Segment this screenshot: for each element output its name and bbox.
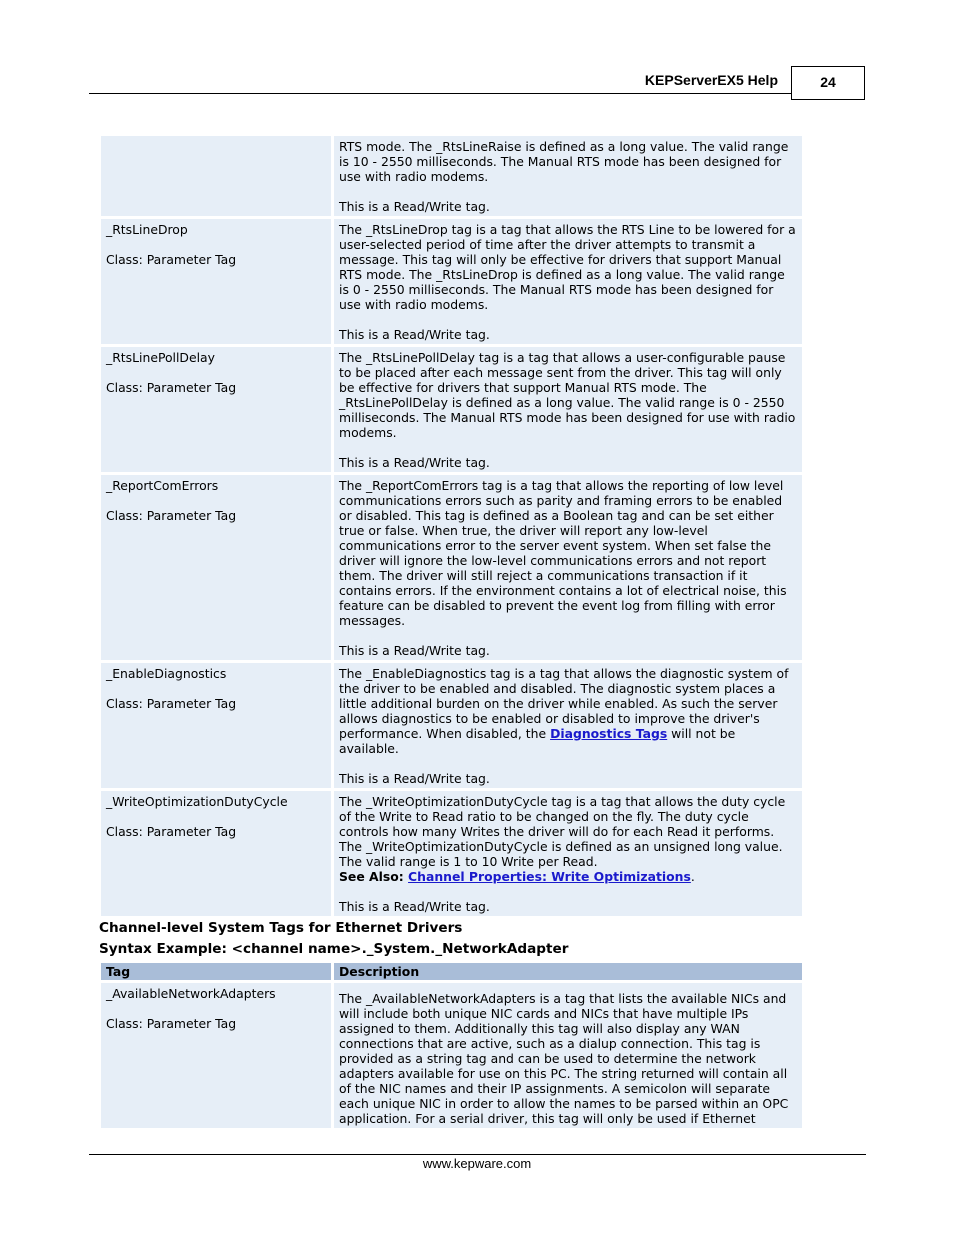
tag-description: The _RtsLineDrop tag is a tag that allows the RTS Line to be lowered for a user-selected period of time after the driver attempts to transmit a message. This tag will only be effective for drivers that support Manual RTS mode. The _RtsLineDrop is defined as a long value. The valid range is 0 - 2550 milliseconds. The Manual RTS mode has been designed for use with radio modems. [339,222,796,312]
tag-description-cell [331,475,802,660]
tag-access: This is a Read/Write tag. [339,899,490,914]
tag-name-cell [101,475,331,660]
tag-description: RTS mode. The _RtsLineRaise is defined as a long value. The valid range is 10 - 2550 milliseconds. The Manual RTS mode has been designed for use with radio modems. [339,139,789,184]
see-also [339,869,797,884]
table-header-row [101,963,802,980]
footer-url: www.kepware.com [422,1156,532,1171]
table-row [101,347,802,472]
section-heading: Channel-level System Tags for Ethernet Drivers [99,920,463,936]
footer-divider [89,1154,866,1155]
page-number: 24 [791,66,865,100]
tag-name: _RtsLineDrop [106,222,188,237]
syntax-example: Syntax Example: <channel name>._System._NetworkAdapter [99,941,569,957]
table-row [101,663,802,788]
table-row [101,475,802,660]
tag-class: Class: Parameter Tag [106,252,237,267]
tag-description: The _AvailableNetworkAdapters is a tag that lists the available NICs and will include both unique NIC cards and NICs that have multiple IPs assigned to them. Additionally this tag will also display any WAN connections that are active, such as a dialup connection. This tag is provided as a string tag and can be used to determine the network adapters available for use on this PC. The string returned will contain all of the NIC names and their IP assignments. A semicolon will separate each unique NIC in order to allow the names to be parsed within an OPC application. For a serial driver, this tag will only be used if Ethernet [339,991,789,1126]
tag-description-cell [331,983,802,1128]
table-row [101,136,802,216]
tag-access: This is a Read/Write tag. [339,771,490,786]
tag-name: _AvailableNetworkAdapters [106,986,276,1001]
tag-class: Class: Parameter Tag [106,1016,237,1031]
tag-access: This is a Read/Write tag. [339,643,490,658]
tag-name: _RtsLinePollDelay [106,350,215,365]
tag-description-cell [331,219,802,344]
tag-class: Class: Parameter Tag [106,824,237,839]
tag-description: The _RtsLinePollDelay tag is a tag that allows a user-configurable pause to be placed after each message sent from the driver. This tag will only be effective for drivers that support Manual RTS mode. The _RtsLinePollDelay is defined as a long value. The valid range is 0 - 2550 milliseconds. The Manual RTS mode has been designed for use with radio modems. [339,350,796,440]
tag-description-cell [331,791,802,916]
tag-description-cell [331,136,802,216]
tag-description-cell [331,663,802,788]
ethernet-tags-table [101,960,802,1131]
system-tags-table [101,133,802,919]
tag-name-cell [101,983,331,1128]
tag-access: This is a Read/Write tag. [339,327,490,342]
table-row [101,219,802,344]
tag-access: This is a Read/Write tag. [339,455,490,470]
tag-name-cell [101,347,331,472]
tag-name: _ReportComErrors [106,478,219,493]
tag-class: Class: Parameter Tag [106,380,237,395]
document-title: KEPServerEX5 Help [644,72,778,88]
column-header-description: Description [331,963,802,980]
header-divider [89,93,791,94]
description-text: will not be available. [339,726,736,756]
tag-name: _EnableDiagnostics [106,666,227,681]
tag-access: This is a Read/Write tag. [339,199,490,214]
tag-description [339,666,797,756]
table-row [101,983,802,1128]
tag-name: _WriteOptimizationDutyCycle [106,794,288,809]
tag-description: The _ReportComErrors tag is a tag that allows the reporting of low level communications errors such as parity and framing errors to be enabled or disabled. This tag is defined as a Boolean tag and can be set either true or false. When true, the driver will report any low-level communications error to the server event system. When set false the driver will ignore the low-level communications errors and not report them. The driver will still reject a communications transaction if it contains errors. If the environment contains a lot of electrical noise, this feature can be disabled to prevent the event log from filling with error messages. [339,478,787,628]
tag-name-cell [101,136,331,216]
see-also-end: . [690,869,695,884]
description-text: The _EnableDiagnostics tag is a tag that allows the diagnostic system of the driver to be enabled and disabled. The diagnostic system places a little additional burden on the driver while enabled. As such the server allows diagnostics to be enabled or disabled to improve the driver's performance. When disabled, the [339,666,789,741]
column-header-tag: Tag [101,963,331,980]
write-optimizations-link[interactable]: Channel Properties: Write Optimizations [408,869,691,884]
tag-description: The _WriteOptimizationDutyCycle tag is a tag that allows the duty cycle of the Write to Read ratio to be changed on the fly. The duty cycle controls how many Writes the driver will do for each Read it performs. The _WriteOptimizationDutyCycle is defined as an unsigned long value. The valid range is 1 to 10 Write per Read. [339,794,786,869]
tag-class: Class: Parameter Tag [106,508,237,523]
tag-name-cell [101,791,331,916]
diagnostics-tags-link[interactable]: Diagnostics Tags [550,726,668,741]
tag-name-cell [101,219,331,344]
tag-class: Class: Parameter Tag [106,696,237,711]
table-row [101,791,802,916]
tag-name-cell [101,663,331,788]
tag-description-cell [331,347,802,472]
see-also-label: See Also: [339,869,409,884]
